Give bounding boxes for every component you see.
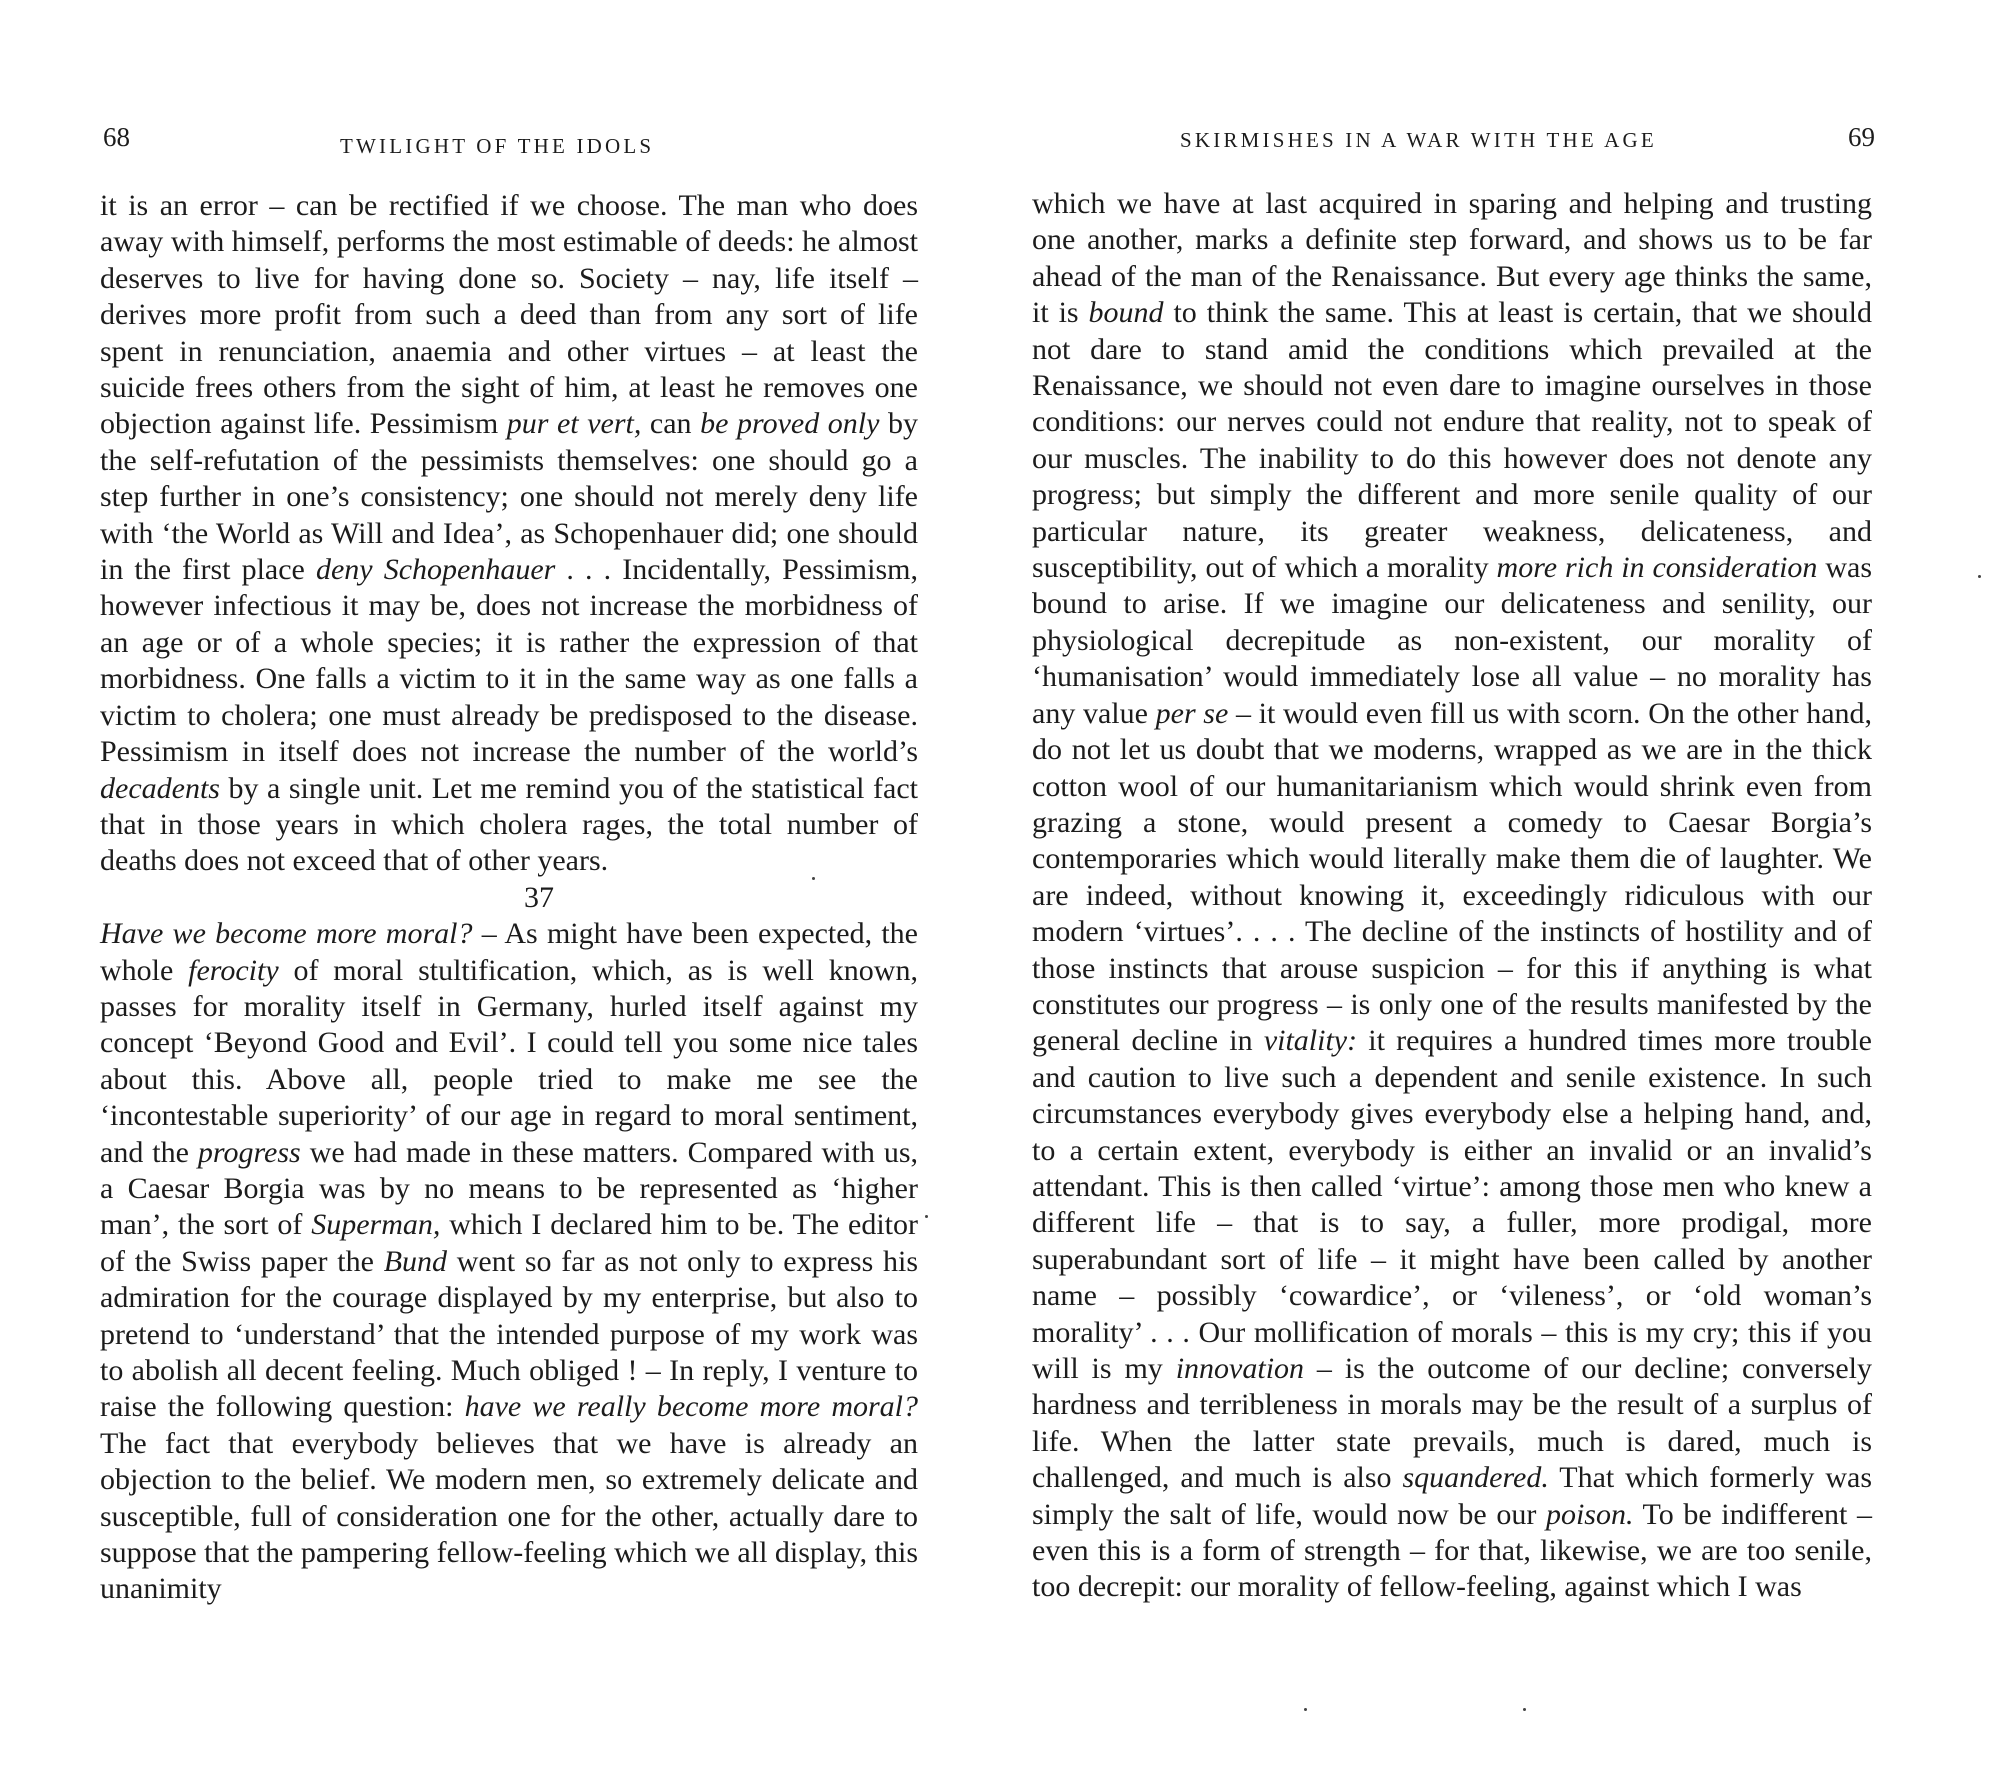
italic-run: be proved only [700, 407, 880, 441]
italic-run: progress [197, 1135, 301, 1169]
italic-run: have we really become more moral? [464, 1390, 918, 1424]
text-run: it is an error – can be rectified if we choose. The man who does away with himself, performs the most estimable of deeds: he almost deserves to live for having done so. Society – nay, life itself – derives more profit from such a deed than from any sort of life spent in renunciation, anaemia and other virtues – at least the suicide frees others from the sight of him, at least he removes one objection against life. Pessimism [100, 189, 918, 441]
left-page-body [100, 188, 918, 1608]
dust-speck [1978, 575, 1981, 578]
italic-run: squandered. [1402, 1461, 1549, 1495]
italic-run: ferocity [188, 953, 279, 987]
right-page-body [1032, 186, 1872, 1606]
text-run: was bound to arise. If we imagine our delicateness and senility, our physiological decrepitude as non-existent, our morality of ‘humanisation’ would immediately lose all value – no morality has any value [1032, 551, 1872, 730]
paragraph [1032, 186, 1872, 1606]
italic-run: pur et vert, [506, 407, 642, 441]
page-number: 68 [103, 122, 130, 152]
page-number: 69 [1848, 122, 1875, 152]
italic-run: per se [1155, 696, 1229, 730]
text-run: To be indifferent – even this is a form of strength – for that, likewise, we are too senile, too decrepit: our morality of fellow-feeling, against which I was [1032, 1497, 1872, 1604]
dust-speck [812, 877, 815, 880]
italic-run: Superman, [311, 1208, 441, 1242]
text-run: . . . Incidentally, Pessimism, however infectious it may be, does not increase the morbidness of an age or of a whole species; it is rather the expression of that morbidness. One falls a victim to it in the same way as one falls a victim to cholera; one must already be predisposed to the disease. Pessimism in itself does not increase the number of the world’s [100, 553, 918, 769]
text-run: – is the outcome of our decline; conversely hardness and terribleness in morals may be the result of a surplus of life. When the latter state prevails, much is dared, much is challenged, and much is also [1032, 1352, 1873, 1495]
italic-run: Bund [383, 1244, 448, 1278]
text-run: by a single unit. Let me remind you of the statistical fact that in those years in which cholera rages, the total number of deaths does not exceed that of other years. [100, 771, 918, 878]
section-number: 37 [524, 880, 554, 914]
italic-run: vitality: [1263, 1024, 1358, 1058]
running-head: TWILIGHT OF THE IDOLS [340, 134, 655, 158]
text-run: The fact that everybody believes that we have is already an objection to the belief. We modern men, so extremely delicate and susceptible, full of consideration one for the other, actually dare to suppose that the pampering fellow-feeling which we all display, this unanimity [100, 1426, 918, 1606]
text-run: it requires a hundred times more trouble and caution to live such a dependent and senile existence. In such circumstances everybody gives everybody else a helping hand, and, to a certain extent, everybody is either an invalid or an invalid’s attendant. This is then called ‘virtue’: among those men who knew a different life – that is to say, a fuller, more prodigal, more superabundant sort of life – it might have been called by another name – possibly ‘cowardice’, or ‘vileness’, or ‘old woman’s morality’ . . . Our mollification of morals – this is my cry; this if you will is my [1032, 1024, 1872, 1385]
text-run: – it would even fill us with scorn. On the other hand, do not let us doubt that we moderns, wrapped as we are in the thick cotton wool of our humanitarianism which would shrink even from grazing a stone, would present a comedy to Caesar Borgia’s contemporaries which would literally make them die of laughter. We are indeed, without knowing it, exceedingly ridiculous with our modern ‘virtues’. . . . The decline of the instincts of hostility and of those instincts that arouse suspicion – for this if anything is what constitutes our progress – is only one of the results manifested by the general decline in [1032, 696, 1873, 1058]
text-run: went so far as not only to express his admiration for the courage displayed by my enterprise, but also to pretend to ‘understand’ that the intended purpose of my work was to abolish all decent feeling. Much obliged ! – In reply, I venture to raise the following question: [100, 1244, 918, 1424]
text-run: which I declared him to be. The editor of the Swiss paper the [100, 1208, 918, 1278]
text-run: to think the same. This at least is certain, that we should not dare to stand amid the conditions which prevailed at the Renaissance, we should not even dare to imagine ourselves in those conditions: our nerves could not endure that reality, not to speak of our muscles. The inability to do this however does not denote any progress; but simply the different and more senile quality of our particular nature, its greater weakness, delicateness, and susceptibility, out of which a morality [1032, 296, 1872, 585]
text-run: by the self-refutation of the pessimists themselves: one should go a step further in one’s consistency; one should not merely deny life with ‘the World as Will and Idea’, as Schopenhauer did; one should in the first place [100, 407, 919, 587]
dust-speck [1523, 1708, 1526, 1711]
text-run: That which formerly was simply the salt of life, would now be our [1032, 1461, 1872, 1531]
italic-run: poison. [1545, 1497, 1634, 1531]
dust-speck [925, 1215, 928, 1218]
paragraph [100, 916, 918, 1608]
italic-run: deny Schopenhauer [315, 553, 556, 587]
text-run: – As might have been expected, the whole [100, 917, 918, 987]
running-head: SKIRMISHES IN A WAR WITH THE AGE [1180, 128, 1657, 152]
italic-run: bound [1088, 296, 1164, 330]
right-page [1000, 0, 2000, 1775]
text-run: we had made in these matters. Compared with us, a Caesar Borgia was by no means to be represented as ‘higher man’, the sort of [100, 1135, 919, 1242]
text-run: of moral stultification, which, as is well known, passes for morality itself in Germany, hurled itself against my concept ‘Beyond Good and Evil’. I could tell you some nice tales about this. Above all, people tried to make me see the ‘incontestable superiority’ of our age in regard to moral sentiment, and the [100, 953, 918, 1169]
italic-run: more rich in consideration [1496, 551, 1818, 585]
italic-run: decadents [100, 771, 220, 805]
italic-run: Have we become more moral? [100, 917, 473, 951]
text-run: can [641, 407, 701, 441]
dust-speck [1304, 1708, 1307, 1711]
text-run: which we have at last acquired in sparing and helping and trusting one another, marks a definite step forward, and shows us to be far ahead of the man of the Renaissance. But every age thinks the same, it is [1032, 187, 1872, 330]
paragraph [100, 188, 918, 880]
italic-run: innovation [1175, 1352, 1305, 1385]
